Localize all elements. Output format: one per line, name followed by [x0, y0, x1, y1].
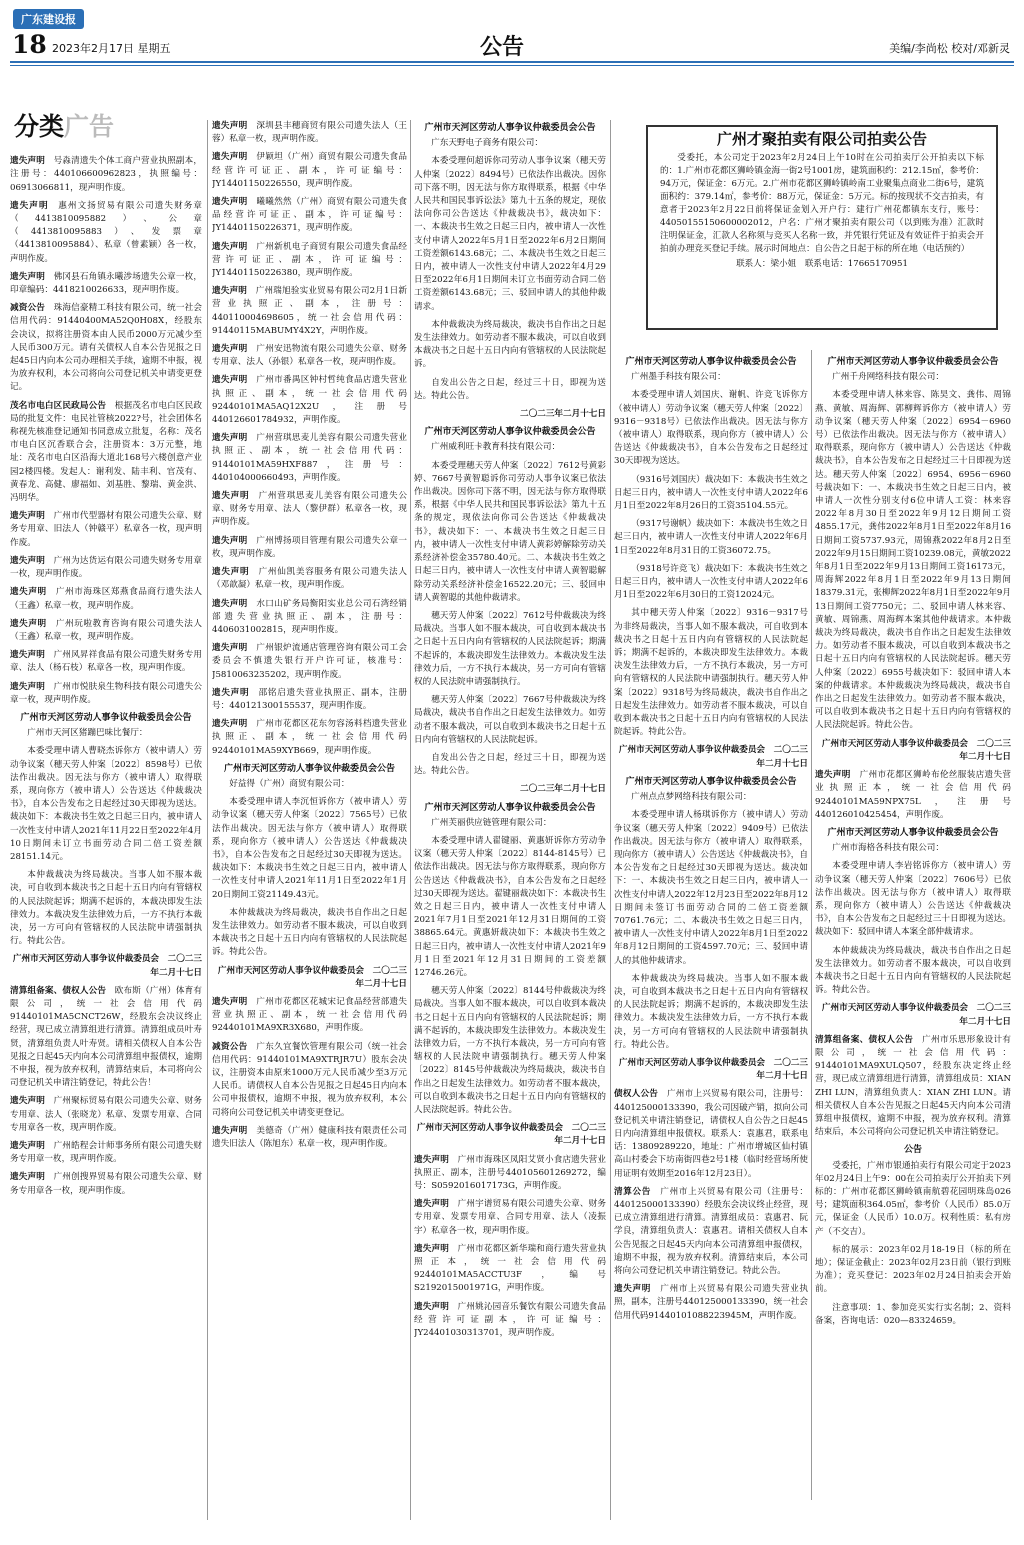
notice-text: 广东久宜餐饮管理有限公司（统一社会信用代码：91440101MA9XTRJR7U）股东会决议，注册资本由原来1000万元人民币减少至3万元人民币。请债权人自本公告见报之日起45日内向本公司申报债权，逾期不申报，视为放弃权利，本公司将向公司登记机关申请变更登记。	[212, 1041, 407, 1118]
notice-label: 减资公告	[212, 1041, 248, 1052]
notice-label: 遗失声明	[212, 433, 248, 444]
notice-item	[815, 1244, 1011, 1297]
notice-label: 遗失声明	[10, 681, 45, 692]
notice-text: 根据茂名市电白区民政局的批复文件：电民社管核2022?号，社会团体名称视先核准登记通知书同意成立批复，名称：茂名市电白区沉香联合会，注册资本：3万元整，地址：茂名市电白区沿海大道北168号六楼创意产业园2楼四楼。发起人：谢利发、陆丰利、官茂有、黄春龙、高健、廖福如、刘基胜、黎瑞、黄金洪、冯明华。	[10, 400, 202, 504]
notice-text: （9317号谢帆）裁决如下：本裁决书生效之日起三日内，被申请人一次性支付申请人2022年6月1日至2022年8月31日的工资36072.75。	[614, 519, 808, 556]
notice-text: 惠州文扬贸易有限公司遗失财务章（4413810095882）、公章（4413810095883）、发票章（4413810095884）、私章（曾素颖）各一枚，声明作废。	[10, 200, 202, 264]
notice-signature: 广州市天河区劳动人事争议仲裁委员会 二〇二三年二月十七日	[821, 1003, 1011, 1027]
notice-label: 遗失声明	[212, 286, 248, 297]
notice-column-2	[212, 120, 407, 1500]
notice-signature: 广州市天河区劳动人事争议仲裁委员会 二〇二三年二月十七日	[821, 738, 1011, 762]
notice-label: 遗失声明	[10, 618, 47, 629]
notice-label: 遗失声明	[414, 1154, 449, 1165]
notice-signature: 广州市天河区劳动人事争议仲裁委员会 二〇二三年二月十七日	[217, 965, 407, 989]
notice-text: 广州千舟网络科技有限公司：	[832, 372, 944, 383]
notice-item	[10, 649, 202, 675]
notice-item	[10, 271, 202, 297]
notice-item	[614, 1186, 808, 1278]
notice-label: 遗失声明	[815, 770, 851, 781]
notice-label: 清算公告	[614, 1186, 652, 1197]
notice-text: 广州皓程会计师事务所有限公司遗失财务专用章一枚，现声明作废。	[10, 1141, 202, 1165]
auction-notice-box	[646, 125, 998, 330]
notice-item	[212, 241, 407, 281]
header-rule	[10, 61, 1014, 63]
notice-item	[815, 1034, 1011, 1140]
notice-text: 本委受理穗天劳人仲案〔2022〕7612号黄彩婷、7667号黄智聪诉你司劳动人事争议案已依法作出裁决。因你司下落不明，因无法与你方取得联系，根据《中华人民共和国民事诉讼法》第九十五条的规定，现依法向你司公告送达《仲裁裁决书》，裁决如下：一、本裁决书生效之日起三日内，被申请人一次性支付申请人黄彩婷解除劳动关系经济补偿金35780.40元。二、本裁决书生效之日起三日内，被申请人一次性支付申请人黄智聪解除劳动关系经济补偿金16522.20元；三、驳回申请人黄智聪的其他仲裁请求。	[414, 460, 606, 603]
notice-heading: 广州市天河区劳动人事争议仲裁委员会公告	[424, 427, 596, 438]
notice-item	[212, 343, 407, 369]
auction-body: 受委托，本公司定于2023年2月24日上午10时在公司拍卖厅公开拍卖以下标的：1.广州市花都区狮岭镇金海一街2号1001房，建筑面积约：212.15㎡，参考价：94万元，保证金：6万元。2.广州市花都区狮岭镇岭南工业聚集点商业二街6号，建筑面积约：379.14㎡，参考价：88万元，保证金：5万元。标的按现状不交吉拍卖，有意者于2023年2月22日前将保证金划入开户行：建行广州花都镇东支行，账号：44050155150600002012，户名：广州才聚拍卖有限公司（以到账为准）汇款时注明保证金，汇款人名称须与竞买人名称一致，并凭银行凭证及有效证件于拍卖会开拍前办理竞买登记手续。展示时间地点：自公告之日起于标的所在地（电话预约）	[660, 153, 984, 254]
notice-item	[212, 1041, 407, 1120]
notice-item	[815, 1302, 1011, 1328]
notice-text: 本委受理何超诉你司劳动人事争议案（穗天劳人仲案〔2022〕8494号）已依法作出裁决。因你司下落不明，因无法与你方取得联系，根据《中华人民共和国民事诉讼法》第九十五条的规定，现依法向你司公告送达《仲裁裁决书》，裁决如下：一、本裁决书生效之日起三日内，被申请人一次性支付申请人2022年5月1日至2022年6月2日期间工资差额6143.68元；二、本裁决书生效之日起三日内，被申请人一次性支付申请人2022年4月29日至2022年6月1日期间未订立书面劳动合同二倍工资差额6143.68元；三、驳回申请人的其他仲裁请求。	[414, 156, 606, 312]
notice-text: （9316号刘国庆）裁决如下：本裁决书生效之日起三日内，被申请人一次性支付申请人2022年6月1日至2022年8月26日的工资35104.55元。	[614, 474, 808, 512]
notice-text: 广州市海珠区郑燕食品商行遗失法人（王鑫）私章一枚，现声明作废。	[10, 587, 202, 611]
notice-text: 广州新机电子商贸有限公司遗失食品经营许可证正、副本，许可证编号：JY14401150226380，现声明作废。	[212, 241, 407, 279]
category-title-accent: 广告	[64, 112, 115, 141]
notice-text: 广州博扬项目管理有限公司遗失公章一枚，现声明作废。	[212, 535, 407, 559]
notice-item	[212, 490, 407, 530]
notice-text: 佛冈县石角镇永曦涉场遗失公章一枚，印章编码：4418210026633，现声明作废。	[10, 271, 202, 296]
notice-text: 广州聚标贸易有限公司遗失公章、财务专用章、法人（张晓龙）私章、发票专用章、合同专用章各一枚，现声明作废。	[10, 1096, 202, 1133]
notice-item	[414, 985, 606, 1117]
notice-item	[414, 441, 606, 454]
notice-label: 遗失声明	[212, 535, 248, 546]
category-title	[14, 112, 202, 141]
notice-item	[414, 319, 606, 372]
column-divider	[811, 350, 812, 1500]
notice-item	[10, 681, 202, 707]
notice-text: 邵铭启遗失营业执照正、副本，注册号：440121300155537，现声明作废。	[212, 687, 407, 711]
notice-label: 清算组备案、债权人公告	[10, 985, 107, 996]
notice-text: 注意事项：1、参加竞买实行实名制；2、资料备案，咨询电话：020—83324659。	[815, 1302, 1011, 1326]
notice-text: 欧布斯（广州）体育有限公司，统一社会信用代码91440101MA5CNCT26W，经股东会决议终止经营，现已成立清算组进行清算。清算组成员叶寿贤，清算组负责人叶寿贤。请相关债权人自本公告见报之日起45天内向本公司清算组申报债权，逾期不申报，视为放弃权利，清算结束后，本司将向公司登记机关申请注销登记，特此公告！	[10, 985, 202, 1089]
notice-item	[212, 285, 407, 338]
notice-item	[815, 945, 1011, 998]
notice-item	[614, 809, 808, 967]
notice-label: 遗失声明	[10, 1141, 45, 1152]
notice-text: 穗天劳人仲案〔2022〕7667号仲裁裁决为终局裁决，裁决书自作出之日起发生法律效力。如劳动者不服本裁决，可以自收到本裁决书之日起十五日内向有管辖权的人民法院起诉。	[414, 695, 606, 745]
notice-text: 自发出公告之日起，经过三十日，即视为送达。特此公告。	[414, 377, 606, 401]
notice-label: 遗失声明	[212, 598, 248, 609]
header-rule-thin	[10, 65, 1014, 66]
notice-item	[414, 835, 606, 980]
notice-item	[212, 687, 407, 713]
notice-item	[414, 694, 606, 747]
notice-text: 广州玩啦教育咨询有限公司遗失法人（王鑫）私章一枚，现声明作废。	[10, 618, 202, 642]
notice-item	[815, 860, 1011, 939]
notice-item	[10, 727, 202, 740]
notice-label: 遗失声明	[212, 719, 248, 730]
notice-text: 本仲裁裁决为终局裁决。当事人如不服本裁决，可自收到本裁决书之日起十五日内向有管辖权的人民法院起诉；期满不起诉的，本裁决即发生法律效力。本裁决发生法律效力后，一方不执行本裁决，另一方可向有管辖权的人民法院申请强制执行。特此公告。	[614, 973, 808, 1050]
notice-text: 本仲裁裁决为终局裁决。当事人如不服本裁决，可自收到本裁决书之日起十五日内向有管辖权的人民法院起诉；期满不起诉的，本裁决即发生法律效力。本裁决发生法律效力后，一方不执行本裁决，另一方可向有管辖权的人民法院申请强制执行。特此公告。	[10, 870, 202, 947]
notice-text: 自发出公告之日起，经过三十日，即视为送达。特此公告。	[414, 752, 606, 777]
notice-label: 遗失声明	[10, 1096, 45, 1107]
notice-item	[614, 973, 808, 1052]
notice-item	[10, 1095, 202, 1135]
column-divider	[410, 120, 411, 1520]
notice-text: 广州仙凯美容服务有限公司遗失法人（邓歆凝）私章一枚，现声明作废。	[212, 567, 407, 591]
notice-text: 受委托，广州市银通拍卖行有限公司定于2023年02月24日上午9：00在公司拍卖厅公开拍卖下列标的：广州市花都区狮岭镇南航碧花园明珠岛026号；建筑面积364.05㎡，参考价（人民币）85.0万元，保证金（人民币）10.0万。权利性质：私有房产（不交吉）。	[815, 1160, 1011, 1237]
notice-text: 穗天劳人仲案〔2022〕8144号仲裁裁决为终局裁决。当事人如不服本裁决，可以自收到本裁决书之日起十五日内向有管辖权的人民法院起诉；期满不起诉的，本裁决即发生法律效力。本裁决发生法律效力后，一方不执行本裁决，另一方可向有管辖权的人民法院申请强制执行。穗天劳人仲案〔2022〕8145号仲裁裁决为终局裁决，裁决书自作出之日起发生法律效力。如劳动者不服本裁决，可以自收到本裁决书之日起十五日内向有管辖权的人民法院起诉。特此公告。	[414, 986, 606, 1116]
notice-text: 广州市海珠区凤阳艾贤小食店遗失营业执照正、副本，注册号440105601269272，编号：S0592016017173G，声明作废。	[414, 1154, 606, 1192]
notice-label: 遗失声明	[212, 375, 248, 386]
notice-list	[414, 122, 606, 1340]
notice-text: 广州点点梦网络科技有限公司：	[631, 792, 752, 803]
notice-label: 遗失声明	[212, 121, 248, 131]
column-divider	[610, 120, 611, 1520]
notice-text: 广州芙丽供应链管理有限公司：	[431, 817, 552, 828]
notice-list	[614, 356, 808, 1323]
notice-item	[212, 718, 407, 758]
notice-item	[614, 389, 808, 468]
notice-item	[414, 752, 606, 778]
notice-text: 广州为达货运有限公司遗失财务专用章一枚，现声明作废。	[10, 555, 202, 580]
notice-heading: 广州市天河区劳动人事争议仲裁委员会公告	[625, 776, 797, 787]
notice-text: 本委受理申请人杨琪诉你方（被申请人）劳动争议案（穗天劳人仲案〔2022〕9409号）已依法作出裁决。因无法与你方（被申请人）取得联系，现向你方（被申请人）公告送达《仲裁裁决书》，自本公告发布之日起经过30天即视为送达。裁决如下：一、本裁决书生效之日起三日内，被申请人一次性支付申请人2022年12月23日至2022年8月12日期间未签订书面劳动合同的二倍工资差额70761.76元；二、本裁决书生效之日起三日内，被申请人一次性支付申请人2022年8月1日至2022年8月12日期间的工资4597.70元；三、驳回申请人的其他仲裁请求。	[614, 810, 808, 966]
newspaper-brand: 广东建设报	[13, 9, 84, 29]
notice-label: 遗失声明	[414, 1301, 449, 1312]
notice-heading: 广州市天河区劳动人事争议仲裁委员会公告	[223, 763, 395, 774]
notice-item	[815, 371, 1011, 384]
notice-item	[815, 389, 1011, 732]
notice-item	[10, 985, 202, 1091]
notice-item	[414, 377, 606, 403]
notice-text: 好益得（广州）商贸有限公司：	[229, 778, 350, 789]
notice-signature: 二〇二三年二月十七日	[520, 784, 606, 795]
notice-item	[10, 555, 202, 581]
notice-item	[10, 1140, 202, 1166]
notice-item	[212, 778, 407, 791]
notice-heading: 广州市天河区劳动人事争议仲裁委员会公告	[625, 357, 797, 367]
notice-label: 遗失声明	[10, 200, 49, 211]
notice-item	[212, 907, 407, 960]
notice-item	[815, 1160, 1011, 1239]
notice-item	[10, 302, 202, 394]
notice-text: 本仲裁裁决为终局裁决，裁决书自作出之日起发生法律效力。如劳动者不服本裁决，可以自收到本裁决书之日起十五日内向有管辖权的人民法院起诉。	[414, 319, 606, 370]
notice-item	[414, 610, 606, 689]
notice-item	[10, 200, 202, 266]
notice-item	[414, 1301, 606, 1341]
notice-item	[614, 563, 808, 603]
notice-label: 遗失声明	[10, 555, 45, 566]
notice-item	[614, 1283, 808, 1323]
notice-label: 遗失声明	[212, 241, 248, 252]
notice-item	[614, 1088, 808, 1180]
notice-item	[212, 432, 407, 485]
notice-item	[10, 586, 202, 612]
notice-text: 广州市花都区花东勿容汤料档遗失营业执照正、副本，统一社会信用代码92440101MA59XYB669，现声明作废。	[212, 719, 407, 756]
notice-text: 广州市花都区狮岭布伦丝服装店遗失营业执照正本，统一社会信用代码92440101MA59NPX75L，注册号440126010425454，声明作废。	[815, 770, 1011, 820]
notice-label: 遗失声明	[212, 687, 250, 698]
notice-item	[212, 535, 407, 561]
notice-list	[10, 155, 202, 1198]
notice-item	[212, 196, 407, 236]
notice-signature: 广州市天河区劳动人事争议仲裁委员会 二〇二三年二月十七日	[416, 1123, 606, 1147]
notice-item	[212, 642, 407, 682]
notice-text: 广州市上兴贸易有限公司遗失营业执照，副本，注册号440125000133390，统一社会信用代码91440101088223945M，声明作废。	[614, 1284, 808, 1321]
notice-label: 遗失声明	[212, 491, 250, 502]
notice-label: 遗失声明	[10, 587, 47, 598]
notice-text: （9318号许竞飞）裁决如下：本裁决书生效之日起三日内，被申请人一次性支付申请人2022年6月1日至2022年6月30日的工资12024元。	[614, 563, 808, 601]
notice-text: 广州安迅物流有限公司遗失公章、财务专用章、法人（孙银）私章各一枚，现声明作废。	[212, 344, 407, 368]
notice-text: 深圳县丰穗商贸有限公司遗失法人（王蓉）私章一枚，现声明作废。	[212, 121, 407, 145]
notice-column-1	[10, 112, 202, 1537]
notice-item	[614, 474, 808, 514]
issue-date: 2023年2月17日 星期五	[52, 42, 171, 55]
notice-item	[212, 996, 407, 1036]
notice-item	[414, 817, 606, 830]
notice-text: 美德奇（广州）健康科技有限责任公司遗失旧法人（陈旭东）私章一枚，现声明作废。	[212, 1125, 407, 1150]
notice-text: 珠海信豪精工科技有限公司，统一社会信用代码：91440400MA52Q0H08X，经股东会决议，拟将注册资本由人民币2000万元减少至人民币300万元。请有关债权人自本公告见报之日起45日内向本公司办理相关手续，逾期不申报，视为放弃权利，本公司将向公司登记机关申请变更登记。	[10, 303, 202, 393]
notice-text: 穗天劳人仲案〔2022〕7612号仲裁裁决为终局裁决。当事人如不服本裁决，可自收到本裁决书之日起十五日内向有管辖权的人民法院起诉；期满不起诉的，本裁决即发生法律效力。本裁决发生法律效力后，一方不执行本裁决，另一方可向有管辖权的人民法院申请强制执行。	[414, 610, 606, 687]
notice-column-3	[414, 120, 606, 1510]
notice-label: 遗失声明	[10, 1172, 45, 1183]
notice-text: 广州市代型器材有限公司遗失公章、财务专用章、旧法人（钟赣平）私章各一枚，现声明作废。	[10, 511, 202, 548]
notice-text: 广州瑞旭验实业贸易有限公司2月1日新营业执照正、副本，注册号：440110004698605，统一社会信用代码：91440115MABUMY4X2Y，声明作废。	[212, 286, 407, 336]
category-title-main: 分类	[14, 112, 65, 141]
notice-signature: 广州市天河区劳动人事争议仲裁委员会 二〇二三年二月十七日	[618, 745, 808, 769]
notice-label: 遗失声明	[414, 1199, 449, 1210]
notice-label: 遗失声明	[10, 511, 45, 522]
notice-item	[212, 374, 407, 427]
notice-text: 广东天野电子商务有限公司：	[431, 138, 543, 149]
notice-item	[414, 1243, 606, 1296]
auction-contact: 联系人：梁小姐 联系电话：17665170951	[736, 259, 908, 269]
notice-item	[10, 1171, 202, 1197]
notice-item	[414, 1154, 606, 1194]
notice-text: 广州市海格各科技有限公司：	[832, 843, 944, 854]
notice-text: 广州市花都区新华瑞和商行遗失营业执照正本，统一社会信用代码92440101MA5ACCTU3F，编号S2192015001971G，声明作废。	[414, 1243, 606, 1294]
notice-item	[10, 618, 202, 644]
notice-label: 遗失声明	[212, 567, 250, 578]
notice-text: 号淼清遗失个体工商户营业执照副本，注册号：440106600962823，执照编号：06913066811，现声明作废。	[10, 156, 202, 193]
auction-title: 广州才聚拍卖有限公司拍卖公告	[716, 130, 927, 148]
notice-label: 遗失声明	[212, 152, 248, 163]
column-divider	[207, 120, 208, 1520]
notice-text: 广州墨手科技有限公司：	[631, 372, 726, 383]
notice-heading: 广州市天河区劳动人事争议仲裁委员会公告	[424, 802, 596, 813]
notice-item	[614, 607, 808, 739]
notice-label: 遗失声明	[212, 1125, 248, 1136]
notice-text: 广州市番禺区钟村哲纯食品店遗失营业执照正、副本，统一社会信用代码92440101MA5AQ12X2U，注册号440126601784932，声明作废。	[212, 375, 407, 426]
notice-item	[614, 371, 808, 384]
notice-text: 广州风昇祥食品有限公司遗失财务专用章、法人（杨石枝）私章各一枚，现声明作废。	[10, 650, 202, 674]
notice-label: 遗失声明	[614, 1284, 652, 1295]
notice-heading: 公告	[903, 1145, 922, 1156]
notice-item	[212, 120, 407, 146]
notice-label: 遗失声明	[212, 996, 248, 1007]
notice-heading: 广州市天河区劳动人事争议仲裁委员会公告	[20, 712, 192, 723]
notice-text: 本委受理申请人林来容、陈昊文、龚伟、周锦燕、黄敏、周海辉、郭柳辉诉你方（被申请人）劳动争议案（穗天劳人仲案〔2022〕6954－6960号）已依法作出裁决。因无法与你方（被申请人）取得联系，现向你方（被申请人）公告送达《仲裁裁决书》，自本公告发布之日起经过三十日即视为送达。穗天劳人仲案〔2022〕6954、6956－6960号裁决如下：一、本裁决书生效之日起三日内，被申请人一次性分别支付6位申请人工资：林来容2022年8月30日至2022年9月12日期间工资4855.17元，龚伟2022年8月1日至2022年8月16日期间工资5737.93元，周锦燕2022年8月2日至2022年9月15日期间工资10239.08元，黄敏2022年8月1日至2022年9月13日期间工资16173元，周海辉2022年8月1日至2022年9月13日期间18379.31元，张柳辉2022年8月1日至2022年9月13日期间工资7750元；二、驳回申请人林来容、黄敏、周锦燕、周海辉本案其他仲裁请求。本仲裁裁决为终局裁决，裁决书自作出之日起发生法律效力。如劳动者不服本裁决，可以自收到本裁决书之日起十五日内向有管辖权的人民法院起诉。穗天劳人仲案〔2022〕6955号裁决如下：驳回申请人本案的仲裁请求。本仲裁裁决为终局裁决，裁决书自作出之日起发生法律效力。如劳动者不服本裁决，可以自收到本裁决书之日起十五日内向有管辖权的人民法院起诉。特此公告。	[815, 390, 1011, 731]
notice-label: 债权人公告	[614, 1089, 659, 1100]
notice-item	[212, 1125, 407, 1151]
notice-label: 减资公告	[10, 303, 45, 314]
notice-item	[10, 400, 202, 506]
notice-item	[10, 745, 202, 864]
notice-heading: 广州市天河区劳动人事争议仲裁委员会公告	[827, 357, 999, 367]
notice-item	[815, 769, 1011, 822]
notice-column-5	[815, 354, 1011, 1494]
notice-text: 广州威利旺卡教育科技有限公司：	[431, 442, 561, 453]
notice-text: 本委受理申请人翟键丽、黄惠妍诉你方劳动争议案（穗天劳人仲案〔2022〕8144-8145号）已依法作出裁决。因无法与你方取得联系，现向你方公告送达《仲裁裁决书》，自本公告发布之日起经过30天即视为送达。翟键丽裁决如下：本裁决书生效之日起三日内，被申请人一次性支付申请人2021年7月1日至2021年12月31日期间的工资38865.64元。黄惠妍裁决如下：本裁决书生效之日起三日内，被申请人一次性支付申请人2021年9月1日至2021年12月31日期间的工资差额12746.26元。	[414, 835, 606, 978]
notice-item	[614, 791, 808, 804]
notice-list	[815, 356, 1011, 1328]
notice-column-4	[614, 354, 808, 1494]
page-number: 18	[12, 30, 47, 59]
notice-signature: 广州市天河区劳动人事争议仲裁委员会 二〇二三年二月十七日	[618, 1057, 808, 1082]
notice-label: 遗失声明	[212, 344, 248, 355]
notice-text: 广州创搜界贸易有限公司遗失公章、财务专用章各一枚，现声明作废。	[10, 1172, 202, 1196]
notice-item	[212, 566, 407, 592]
notice-text: 广州姚沁园音乐餐饮有限公司遗失食品经营许可证副本，许可证编号：JY24401030313701，现声明作废。	[414, 1301, 606, 1339]
notice-label: 茂名市电白区民政局公告	[10, 400, 107, 411]
notice-item	[414, 460, 606, 605]
notice-signature: 广州市天河区劳动人事争议仲裁委员会 二〇二三年二月十七日	[12, 954, 202, 978]
notice-item	[10, 510, 202, 550]
editor-credits: 美编/李尚松 校对/邓新灵	[889, 42, 1010, 55]
notice-label: 遗失声明	[212, 643, 248, 654]
notice-item	[414, 155, 606, 313]
notice-text: 广州市乐思形象设计有限公司，统一社会信用代码：91440101MA9XULQ507，经股东决定终止经营，现已成立清算组进行清算，清算组成员：XIAN ZHI LUN，清算组负责人：XIAN ZHI LUN。请相关债权人自本公告见报之日起45天内向本公司清算组申报债权，逾期不申报，视为放弃权利。清算结束后，本公司将向公司登记机关申请注销登记。	[815, 1034, 1011, 1138]
notice-signature: 二〇二三年二月十七日	[520, 409, 606, 420]
notice-label: 遗失声明	[10, 650, 45, 661]
notice-label: 遗失声明	[212, 197, 248, 208]
notice-text: 广州宇谱贸易有限公司遗失公章、财务专用章、发票专用章、合同专用章、法人（凌振宇）私章各一枚，现声明作废。	[414, 1199, 606, 1236]
notice-text: 广州营琪思麦儿美容有限公司遗失营业执照正、副本，统一社会信用代码：91440101MA59HXF887，注册号：440104000660493，声明作废。	[212, 433, 407, 483]
notice-text: 广州市悦肤泉生物科技有限公司遗失公章一枚，现声明作废。	[10, 681, 202, 705]
notice-item	[212, 151, 407, 191]
notice-text: 广州市上兴贸易有限公司（注册号：440125000133390）经股东会决议终止经营，现已成立清算组进行清算。清算组成员：袁惠君、阮学良，清算组负责人：袁惠君。请相关债权人自本公告见报之日起45天内向本公司清算组申报债权，逾期不申报，视为放弃权利。清算结束后，本公司将向公司登记机关申请注销登记。特此公告。	[614, 1186, 808, 1276]
notice-heading: 广州市天河区劳动人事争议仲裁委员会公告	[827, 827, 999, 838]
notice-text: 本委受理申请人李岩铭诉你方（被申请人）劳动争议案（穗天劳人仲案〔2022〕7606号）已依法作出裁决。因无法与你方（被申请人）取得联系，现向你方（被申请人）公告送达《仲裁裁决书》，自本公告发布之日起经过三十日即视为送达。裁决如下：驳回申请人本案全部仲裁请求。	[815, 861, 1011, 938]
notice-text: 本委受理申请人李沉恒诉你方（被申请人）劳动争议案（穗天劳人仲案〔2022〕7565号）已依法作出裁决。因无法与你方（被申请人）取得联系，现向你方（被申请人）公告送达《仲裁裁决书》，自本公告发布之日起经过30天即视为送达。裁决如下：本裁决书生效之日起三日内，被申请人一次性支付申请人2021年11月1日至2022年1月20日期间工资21149.43元。	[212, 797, 407, 900]
notice-text: 广州营琪思麦儿美容有限公司遗失公章、财务专用章、法人（黎伊群）私章各一枚，现声明作废。	[212, 491, 407, 528]
notice-text: 伊颖坦（广州）商贸有限公司遗失食品经营许可证正、副本，许可证编号：JY14401150226550，现声明作废。	[212, 152, 407, 189]
notice-label: 清算组备案、债权人公告	[815, 1034, 914, 1045]
notice-list	[212, 120, 407, 1151]
notice-label: 遗失声明	[414, 1243, 449, 1254]
notice-item	[414, 1198, 606, 1238]
notice-text: 本仲裁裁决为终局裁决，裁决书自作出之日起发生法律效力。如劳动者不服本裁决，可以自收到本裁决书之日起十五日内向有管辖权的人民法院起诉。特此公告。	[815, 945, 1011, 996]
notice-item	[10, 869, 202, 948]
notice-label: 遗失声明	[10, 271, 45, 282]
notice-text: 广州银炉流通店管理咨询有限公司工会委员会不慎遗失银行开户许可证，核准号：J5810063235202，现声明作废。	[212, 643, 407, 680]
notice-label: 遗失声明	[10, 156, 45, 167]
notice-heading: 广州市天河区劳动人事争议仲裁委员会公告	[424, 123, 596, 133]
masthead	[0, 0, 1024, 66]
section-title: 公告	[480, 35, 525, 60]
notice-text: 曦曦然然（广州）商贸有限公司遗失食品经营许可证正、副本，许可证编号：JY14401150226371，现声明作废。	[212, 197, 407, 234]
notice-text: 水口山矿务局衡阳实业总公司石湾经销部遗失营业执照正、副本，注册号：4406031002815，现声明作废。	[212, 598, 407, 635]
notice-item	[212, 598, 407, 638]
notice-text: 标的展示：2023年02月18-19日（标的所在地）；保证金截止：2023年02月23日前（银行到账为准）；竞买登记：2023年02月24日拍卖会开始前。	[815, 1244, 1011, 1295]
notice-item	[815, 842, 1011, 855]
notice-item	[414, 137, 606, 150]
notice-text: 其中穗天劳人仲案〔2022〕9316－9317号为非终局裁决，当事人如不服本裁决，可自收到本裁决书之日起十五日内向有管辖权的人民法院起诉；期满不起诉的，本裁决即发生法律效力。本裁决发生法律效力后，一方不执行本裁决，另一方可向有管辖权的人民法院申请强制执行。穗天劳人仲案〔2022〕9318号为终局裁决，裁决书自作出之日起发生法律效力。如劳动者不服本裁决，可以自收到本裁决书之日起十五日内向有管辖权的人民法院起诉。特此公告。	[614, 608, 808, 738]
notice-text: 广州市花都区花城宋记食品经营部遗失营业执照正、副本，统一社会信用代码92440101MA9XR3X680，声明作废。	[212, 996, 407, 1034]
notice-text: 本仲裁裁决为终局裁决，裁决书自作出之日起发生法律效力。如劳动者不服本裁决，可以自收到本裁决书之日起十五日内向有管辖权的人民法院起诉。特此公告。	[212, 907, 407, 958]
notice-item	[212, 796, 407, 902]
notice-text: 本委受理申请人刘国庆、谢帆、许竞飞诉你方（被申请人）劳动争议案（穗天劳人仲案〔2022〕9316－9318号）已依法作出裁决。因无法与你方（被申请人）取得联系，现向你方（被申请人）公告送达《仲裁裁决书》，自本公告发布之日起经过30天即视为送达。	[614, 390, 808, 467]
notice-item	[10, 155, 202, 195]
notice-text: 广州市上兴贸易有限公司，注册号：440125000133390，我公司因破产销，拟向公司登记机关申请注销登记，请债权人自公告之日起45日内向清算组申报债权。联系人：袁惠君，联系电话：13809289220，地址：广州市增城区仙村镇高山村委会下坊南街四巷2号1楼（临时经营场所使用证明有效期至2016年12月23日）。	[614, 1089, 808, 1179]
notice-text: 广州市天河区猪蹦巴味比餐厅：	[27, 728, 148, 739]
notice-item	[614, 518, 808, 558]
notice-text: 本委受理申请人曹晓杰诉你方（被申请人）劳动争议案（穗天劳人仲案〔2022〕8598号）已依法作出裁决。因无法与你方（被申请人）取得联系，现向你方（被申请人）公告送达《仲裁裁决书》，自本公告发布之日起经过30天即视为送达。裁决如下：本裁决书生效之日起三日内，被申请人一次性支付申请人2021年11月22日至2022年4月10日期间未订立书面劳动合同二倍工资差额28151.14元。	[10, 746, 202, 862]
